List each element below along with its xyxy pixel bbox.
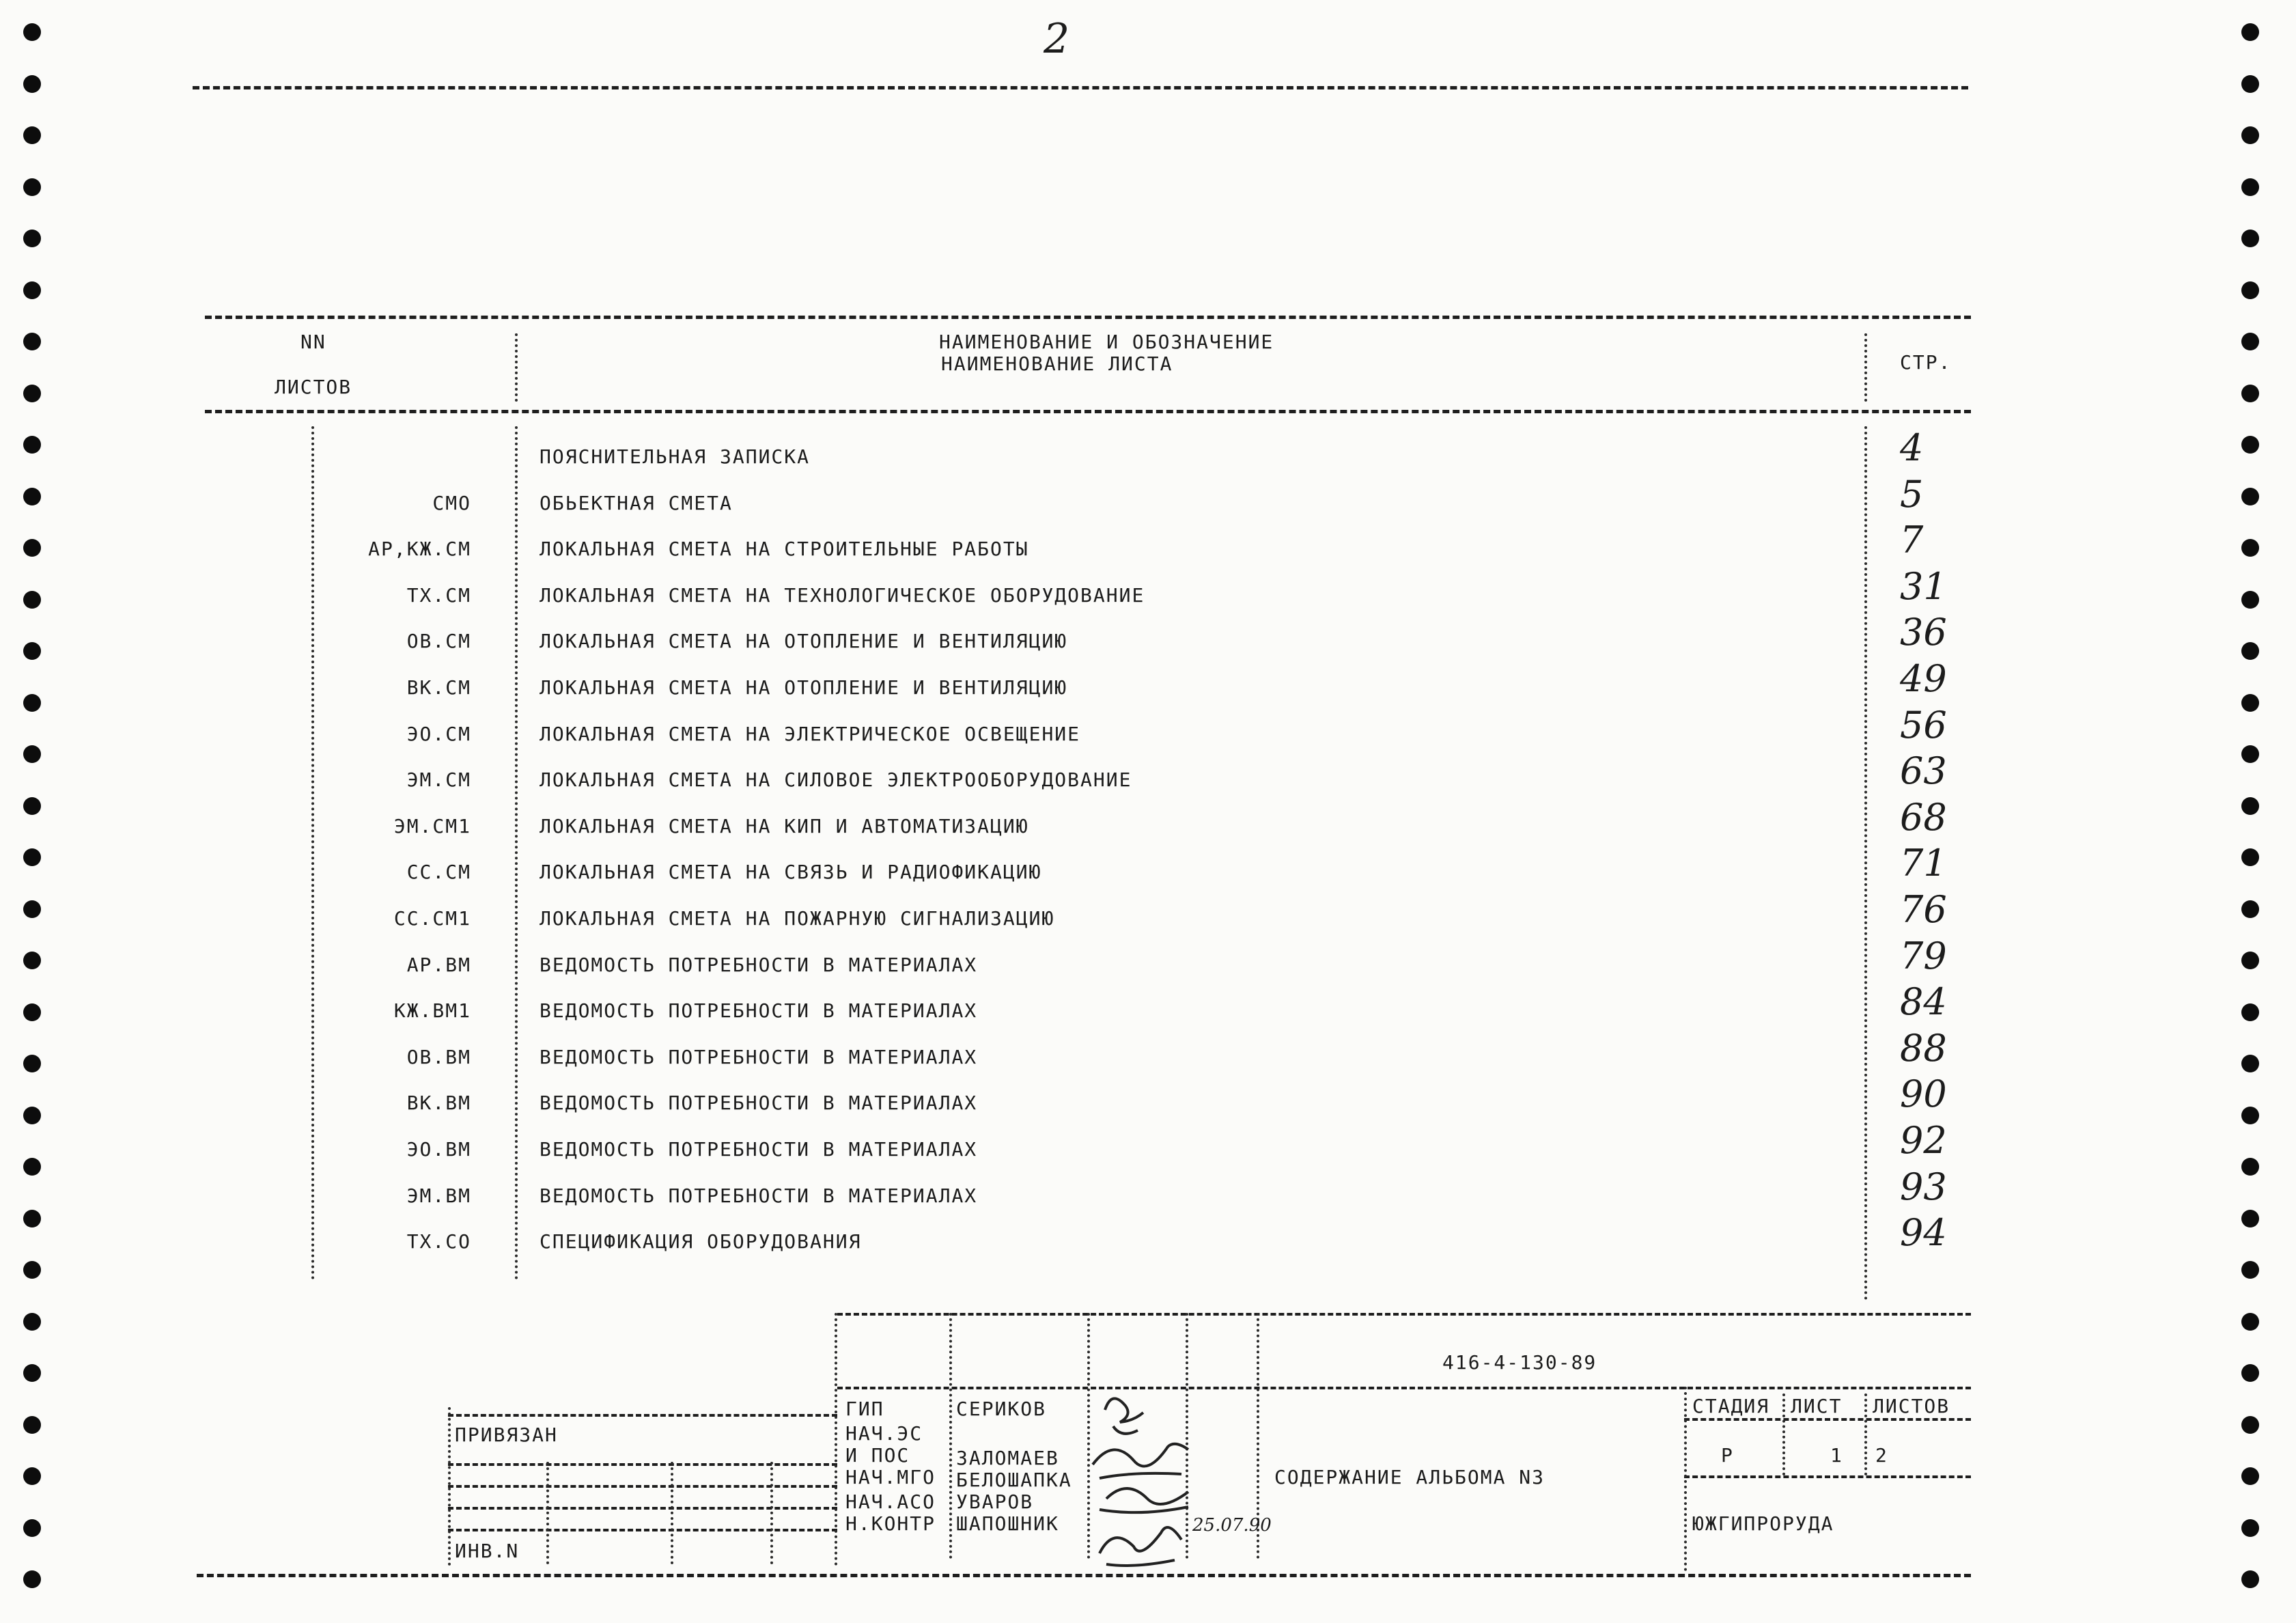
header-name-line1: НАИМЕНОВАНИЕ И ОБОЗНАЧЕНИЕ [939,331,1274,353]
punch-hole [23,75,41,93]
row-name: ВЕДОМОСТЬ ПОТРЕБНОСТИ В МАТЕРИАЛАХ [540,1138,978,1161]
row-code: ОВ.СМ [406,630,471,652]
row-name: ВЕДОМОСТЬ ПОТРЕБНОСТИ В МАТЕРИАЛАХ [540,954,978,976]
row-name: ЛОКАЛЬНАЯ СМЕТА НА ТЕХНОЛОГИЧЕСКОЕ ОБОРУДОВАНИЕ [540,584,1145,607]
row-page: 7 [1900,518,1924,561]
row-page: 92 [1900,1119,1947,1162]
punch-hole [23,1055,41,1072]
stage-value: Р [1721,1444,1734,1467]
row-name: ПОЯСНИТЕЛЬНАЯ ЗАПИСКА [540,445,811,468]
row-code: ЭМ.СМ1 [393,815,471,837]
punch-hole [2241,1570,2259,1588]
punch-hole [2241,900,2259,918]
row-page: 84 [1900,980,1947,1023]
row-page: 94 [1900,1211,1947,1254]
header-sheets-label: ЛИСТОВ [275,376,352,398]
punch-hole [2241,1261,2259,1279]
header-name-line2: НАИМЕНОВАНИЕ ЛИСТА [941,352,1173,375]
punch-hole [2241,230,2259,247]
punch-hole [23,1158,41,1176]
punch-hole [2241,539,2259,557]
row-code: ОВ.ВМ [406,1046,471,1068]
organization: ЮЖГИПРОРУДА [1692,1512,1834,1535]
row-page: 4 [1900,426,1924,469]
punch-hole [2241,178,2259,196]
tb-sep-l [770,1462,773,1564]
row-code: ВК.СМ [406,676,471,699]
tb-row-rule-2 [448,1485,837,1488]
punch-hole [23,952,41,969]
name-uvarov: УВАРОВ [956,1490,1034,1513]
bound-label: ПРИВЯЗАН [455,1424,558,1446]
tb-sep-f [1684,1387,1687,1571]
punch-hole [23,436,41,454]
row-name: ВЕДОМОСТЬ ПОТРЕБНОСТИ В МАТЕРИАЛАХ [540,1092,978,1114]
tb-sep-a [835,1313,837,1566]
punch-hole [2241,745,2259,763]
sign-date: 25.07.90 [1192,1515,1272,1536]
header-page-label: СТР. [1900,351,1952,374]
row-code: ТХ.СМ [406,584,471,607]
punch-hole [2241,591,2259,609]
row-name: СПЕЦИФИКАЦИЯ ОБОРУДОВАНИЯ [540,1230,862,1253]
row-name: ЛОКАЛЬНАЯ СМЕТА НА ОТОПЛЕНИЕ И ВЕНТИЛЯЦИЮ [540,630,1068,652]
punch-hole [23,281,41,299]
name-beloshapka: БЕЛОШАПКА [956,1469,1072,1491]
punch-hole [2241,1003,2259,1021]
punch-hole [23,591,41,609]
page-number: 2 [1044,15,1070,63]
row-code: ЭО.ВМ [406,1138,471,1161]
row-page: 71 [1900,842,1947,885]
row-code: ЭМ.ВМ [406,1184,471,1207]
punch-hole [2241,488,2259,505]
punch-hole [23,694,41,712]
row-name: ВЕДОМОСТЬ ПОТРЕБНОСТИ В МАТЕРИАЛАХ [540,999,978,1022]
punch-hole [2241,1107,2259,1124]
punch-hole [2241,1313,2259,1331]
row-page: 88 [1900,1027,1947,1070]
row-name: ВЕДОМОСТЬ ПОТРЕБНОСТИ В МАТЕРИАЛАХ [540,1046,978,1068]
punch-hole [2241,385,2259,402]
punch-hole [23,1210,41,1227]
row-name: ОБЬЕКТНАЯ СМЕТА [540,492,733,514]
row-page: 36 [1900,611,1947,654]
row-name: ЛОКАЛЬНАЯ СМЕТА НА ЭЛЕКТРИЧЕСКОЕ ОСВЕЩЕНИЕ [540,723,1081,745]
punch-hole [23,745,41,763]
sheet-label: ЛИСТ [1791,1395,1843,1417]
header-sheets-nn: NN [300,331,326,353]
row-name: ВЕДОМОСТЬ ПОТРЕБНОСТИ В МАТЕРИАЛАХ [540,1184,978,1207]
row-name: ЛОКАЛЬНАЯ СМЕТА НА СИЛОВОЕ ЭЛЕКТРООБОРУДОВАНИЕ [540,768,1132,791]
row-name: ЛОКАЛЬНАЯ СМЕТА НА СВЯЗЬ И РАДИОФИКАЦИЮ [540,861,1042,883]
punch-hole [23,848,41,866]
punch-hole [2241,333,2259,350]
stage-label: СТАДИЯ [1692,1395,1770,1417]
row-name: ЛОКАЛЬНАЯ СМЕТА НА ОТОПЛЕНИЕ И ВЕНТИЛЯЦИЮ [540,676,1068,699]
tb-mid-rule [837,1387,1971,1389]
tb-sep-b [949,1313,952,1559]
punch-hole [23,1364,41,1382]
punch-hole [2241,1210,2259,1227]
punch-hole [2241,797,2259,815]
sheets-value: 2 [1875,1444,1888,1467]
doc-code: 416-4-130-89 [1442,1351,1597,1374]
name-shaposhnik: ШАПОШНИК [956,1512,1059,1535]
punch-hole [23,488,41,505]
punch-hole [2241,1055,2259,1072]
header-sep-2 [1864,333,1867,402]
role-n-kontr: Н.КОНТР [845,1512,936,1535]
row-code: КЖ.ВМ1 [393,999,471,1022]
punch-hole [2241,1519,2259,1537]
tb-sep-g [1782,1393,1785,1475]
row-page: 63 [1900,749,1947,792]
tb-sep-i [448,1407,451,1566]
name-serikov: СЕРИКОВ [956,1398,1047,1420]
row-name: ЛОКАЛЬНАЯ СМЕТА НА ПОЖАРНУЮ СИГНАЛИЗАЦИЮ [540,907,1055,930]
role-nach-mgo: НАЧ.МГО [845,1466,936,1488]
punch-hole [2241,848,2259,866]
sheet-value: 1 [1830,1444,1843,1467]
row-code: ЭО.СМ [406,723,471,745]
tb-stage-rule-2 [1684,1475,1971,1478]
tb-row-rule-1 [448,1463,837,1466]
tb-sep-j [546,1462,549,1564]
row-code: СС.СМ [406,861,471,883]
tb-stage-rule [1684,1418,1971,1421]
tb-row-rule-3 [448,1507,837,1510]
body-sep-right [1864,426,1867,1301]
row-code: СС.СМ1 [393,907,471,930]
row-code: СМО [432,492,471,514]
body-sep-mid [515,426,518,1280]
row-page: 56 [1900,704,1947,747]
tb-sep-h [1864,1393,1867,1475]
role-i-pos: И ПОС [845,1444,910,1467]
top-rule [193,86,1968,89]
row-page: 76 [1900,888,1947,931]
body-sep-left [311,426,314,1280]
punch-hole [23,1107,41,1124]
signatures [1086,1383,1195,1581]
punch-hole [2241,1158,2259,1176]
row-code: АР.ВМ [406,954,471,976]
row-name: ЛОКАЛЬНАЯ СМЕТА НА СТРОИТЕЛЬНЫЕ РАБОТЫ [540,538,1029,560]
punch-hole [23,1416,41,1434]
table-top-rule [205,316,1971,319]
punch-hole [2241,126,2259,144]
punch-hole [2241,436,2259,454]
inv-label: ИНВ.N [455,1540,520,1562]
punch-hole [2241,642,2259,660]
punch-hole [23,126,41,144]
punch-hole [23,23,41,41]
punch-hole [23,1003,41,1021]
punch-hole [2241,281,2259,299]
row-code: ТХ.СО [406,1230,471,1253]
row-page: 90 [1900,1072,1947,1115]
album-title: СОДЕРЖАНИЕ АЛЬБОМА N3 [1274,1466,1545,1488]
row-code: ВК.ВМ [406,1092,471,1114]
name-zalomaev: ЗАЛОМАЕВ [956,1447,1059,1469]
punch-hole [2241,1416,2259,1434]
punch-hole [2241,952,2259,969]
row-name: ЛОКАЛЬНАЯ СМЕТА НА КИП И АВТОМАТИЗАЦИЮ [540,815,1029,837]
punch-hole [23,797,41,815]
role-nach-es: НАЧ.ЭС [845,1422,923,1445]
bottom-rule [197,1574,1971,1577]
role-nach-aso: НАЧ.АСО [845,1490,936,1513]
punch-hole [23,1261,41,1279]
row-page: 31 [1900,565,1947,608]
punch-hole [23,385,41,402]
punch-hole [23,900,41,918]
punch-hole [2241,75,2259,93]
punch-hole [23,333,41,350]
tb-top-rule [837,1313,1971,1316]
row-code: АР,КЖ.СМ [368,538,471,560]
header-sep-1 [515,333,518,402]
punch-hole [2241,694,2259,712]
row-page: 49 [1900,657,1947,700]
punch-hole [23,1313,41,1331]
punch-hole [2241,23,2259,41]
role-gip: ГИП [845,1398,884,1420]
punch-hole [2241,1467,2259,1485]
tb-sep-k [671,1462,673,1564]
row-page: 93 [1900,1165,1947,1208]
punch-hole [23,178,41,196]
row-page: 68 [1900,796,1947,839]
punch-hole [23,539,41,557]
row-page: 79 [1900,934,1947,977]
row-code: ЭМ.СМ [406,768,471,791]
punch-hole [2241,1364,2259,1382]
row-page: 5 [1900,473,1924,516]
punch-hole [23,642,41,660]
punch-hole [23,1570,41,1588]
punch-hole [23,1519,41,1537]
tb-row-rule-4 [448,1529,837,1531]
punch-hole [23,1467,41,1485]
punch-hole [23,230,41,247]
header-bottom-rule [205,410,1971,413]
sheets-label: ЛИСТОВ [1873,1395,1950,1417]
tb-bound-rule [448,1414,837,1417]
